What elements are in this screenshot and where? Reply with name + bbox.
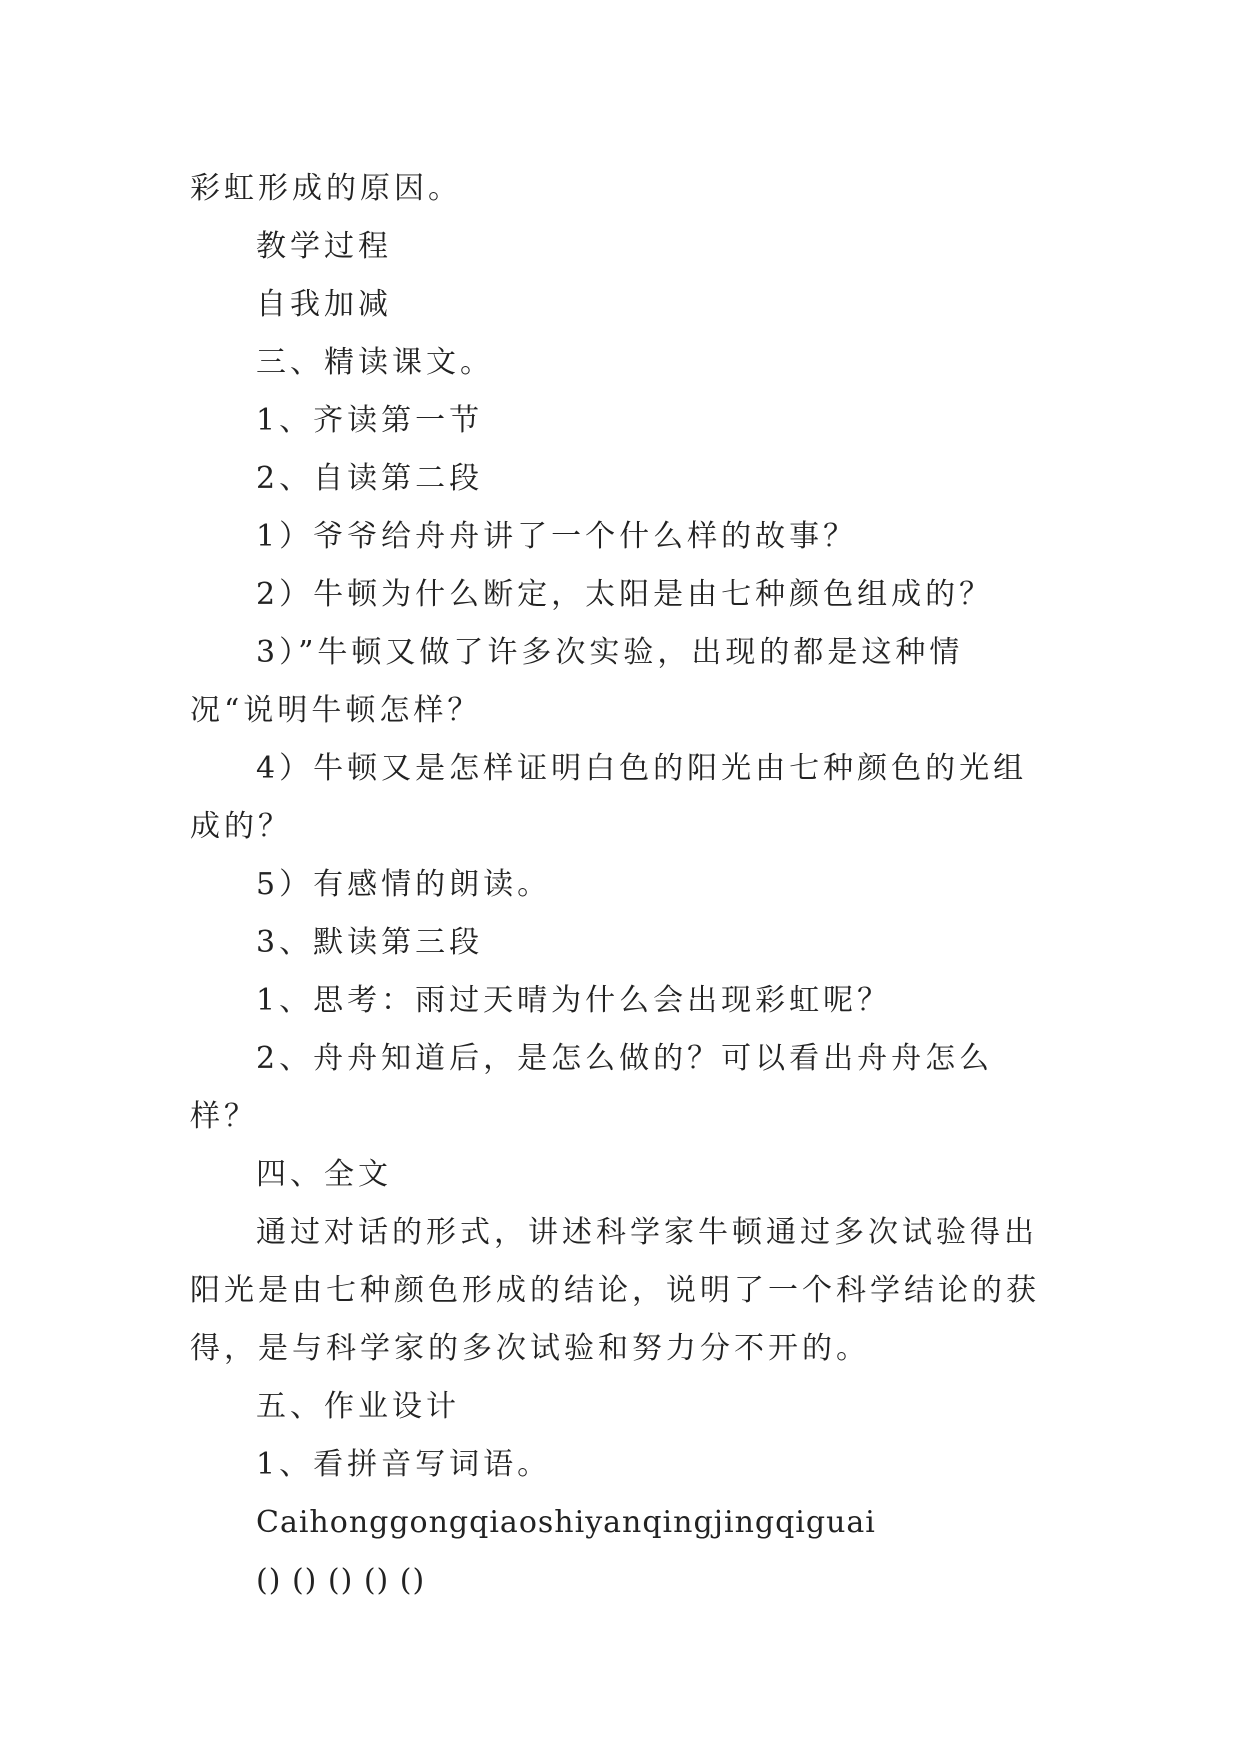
question-item: 1、思考：雨过天晴为什么会出现彩虹呢？ (256, 983, 892, 1018)
question-item: 1）爷爷给舟舟讲了一个什么样的故事？ (256, 519, 858, 554)
answer-blanks: () () () () () (256, 1563, 426, 1598)
section-heading-3: 三、精读课文。 (256, 345, 494, 380)
pinyin-line: Caihonggongqiaoshiyanqingjingqiguai (256, 1505, 876, 1540)
question-item: 2）牛顿为什么断定，太阳是由七种颜色组成的？ (256, 577, 994, 612)
list-item: 3、默读第三段 (256, 925, 484, 960)
section-heading-4: 四、全文 (256, 1157, 392, 1192)
question-item: 5）有感情的朗读。 (256, 867, 552, 902)
summary-paragraph: 通过对话的形式，讲述科学家牛顿通过多次试验得出阳光是由七种颜色形成的结论，说明了一个科学结论的获得，是与科学家的多次试验和努力分不开的。 (190, 1215, 1040, 1366)
list-item: 1、看拼音写词语。 (256, 1447, 552, 1482)
question-item: 3）”牛顿又做了许多次实验，出现的都是这种情况“说明牛顿怎样？ (190, 635, 964, 728)
section-heading-5: 五、作业设计 (256, 1389, 460, 1424)
list-item: 1、齐读第一节 (256, 403, 484, 438)
paragraph-continuation: 彩虹形成的原因。 (190, 171, 462, 206)
list-item: 2、自读第二段 (256, 461, 484, 496)
heading-self-adjust: 自我加减 (256, 287, 392, 322)
heading-teaching-process: 教学过程 (256, 229, 392, 264)
question-item: 2、舟舟知道后，是怎么做的？可以看出舟舟怎么样？ (190, 1041, 994, 1134)
document-body (190, 160, 1050, 1610)
question-item: 4）牛顿又是怎样证明白色的阳光由七种颜色的光组成的？ (190, 751, 1028, 844)
